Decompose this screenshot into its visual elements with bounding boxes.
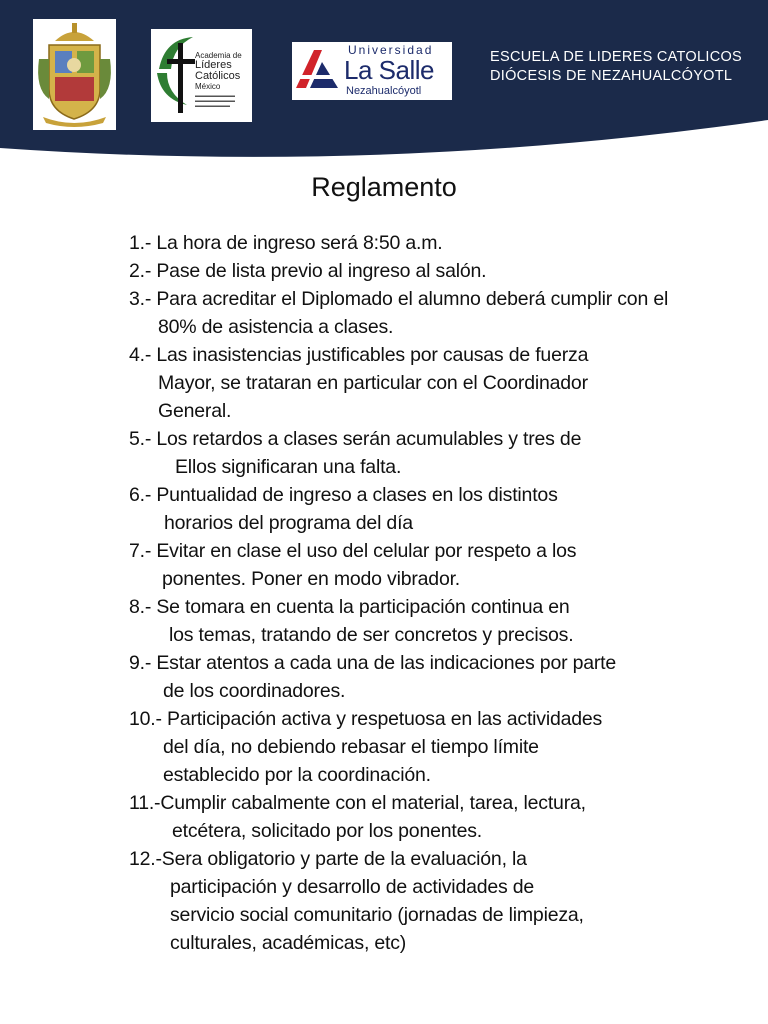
school-name-line1: ESCUELA DE LIDERES CATOLICOS <box>490 49 743 65</box>
rule-continuation-line: Mayor, se trataran en particular con el Coordinador <box>158 372 588 394</box>
rule-continuation-line: General. <box>158 400 232 422</box>
rules-list <box>129 229 749 957</box>
rule-first-line: 12.-Sera obligatorio y parte de la evaluación, la <box>129 848 527 870</box>
rule-item <box>129 425 749 481</box>
rule-item <box>129 845 749 957</box>
rule-first-line: 4.- Las inasistencias justificables por causas de fuerza <box>129 344 589 366</box>
rule-continuation-line: los temas, tratando de ser concretos y precisos. <box>169 624 574 646</box>
rule-first-line: 6.- Puntualidad de ingreso a clases en los distintos <box>129 484 558 506</box>
rule-item <box>129 649 749 705</box>
academia-logo-line4: México <box>195 82 221 91</box>
rule-first-line: 3.- Para acreditar el Diplomado el alumno deberá cumplir con el <box>129 288 669 310</box>
rule-item <box>129 705 749 789</box>
rule-item <box>129 341 749 425</box>
rule-continuation-line: Ellos significaran una falta. <box>175 456 402 478</box>
academia-logo-line3: Católicos <box>195 70 241 82</box>
rule-item <box>129 537 749 593</box>
rule-first-line: 7.- Evitar en clase el uso del celular por respeto a los <box>129 540 577 562</box>
academia-lideres-catolicos-logo <box>151 29 252 122</box>
rule-continuation-line: establecido por la coordinación. <box>163 764 431 786</box>
academia-logo-fineprint: ▬▬▬▬▬▬▬▬ ▬▬▬▬▬▬▬▬ ▬▬▬▬▬▬▬ <box>195 93 235 109</box>
la-salle-logo-top: Universidad <box>348 43 434 57</box>
rule-first-line: 1.- La hora de ingreso será 8:50 a.m. <box>129 232 443 254</box>
rule-item <box>129 229 749 257</box>
rule-continuation-line: culturales, académicas, etc) <box>170 932 407 954</box>
rule-first-line: 9.- Estar atentos a cada una de las indicaciones por parte <box>129 652 617 674</box>
rule-continuation-line: horarios del programa del día <box>164 512 413 534</box>
rule-item <box>129 593 749 649</box>
rule-continuation-line: de los coordinadores. <box>163 680 346 702</box>
rule-continuation-line: servicio social comunitario (jornadas de limpieza, <box>170 904 584 926</box>
rule-item <box>129 789 749 845</box>
header-band <box>0 0 768 160</box>
rule-continuation-line: 80% de asistencia a clases. <box>158 316 394 338</box>
rule-continuation-line: etcétera, solicitado por los ponentes. <box>172 820 483 842</box>
school-name-line2: DIÓCESIS DE NEZAHUALCÓYOTL <box>490 68 733 84</box>
la-salle-logo <box>292 42 452 100</box>
diocese-coat-of-arms-logo <box>33 19 116 130</box>
rule-continuation-line: ponentes. Poner en modo vibrador. <box>162 568 461 590</box>
school-name <box>490 48 742 86</box>
academia-logo-line2: Líderes <box>195 59 232 71</box>
rule-item <box>129 481 749 537</box>
rule-first-line: 8.- Se tomara en cuenta la participación continua en <box>129 596 570 618</box>
rule-first-line: 10.- Participación activa y respetuosa en las actividades <box>129 708 603 730</box>
rule-first-line: 2.- Pase de lista previo al ingreso al salón. <box>129 260 487 282</box>
document-title: Reglamento <box>311 172 457 202</box>
rule-continuation-line: del día, no debiendo rebasar el tiempo límite <box>163 736 539 758</box>
rule-item <box>129 257 749 285</box>
la-salle-logo-name: La Salle <box>344 55 434 85</box>
la-salle-logo-campus: Nezahualcóyotl <box>346 85 422 97</box>
academia-logo-line1: Academia de <box>195 51 242 60</box>
rule-item <box>129 285 749 341</box>
rule-first-line: 5.- Los retardos a clases serán acumulables y tres de <box>129 428 582 450</box>
rule-first-line: 11.-Cumplir cabalmente con el material, tarea, lectura, <box>129 792 586 814</box>
rule-continuation-line: participación y desarrollo de actividades de <box>170 876 535 898</box>
